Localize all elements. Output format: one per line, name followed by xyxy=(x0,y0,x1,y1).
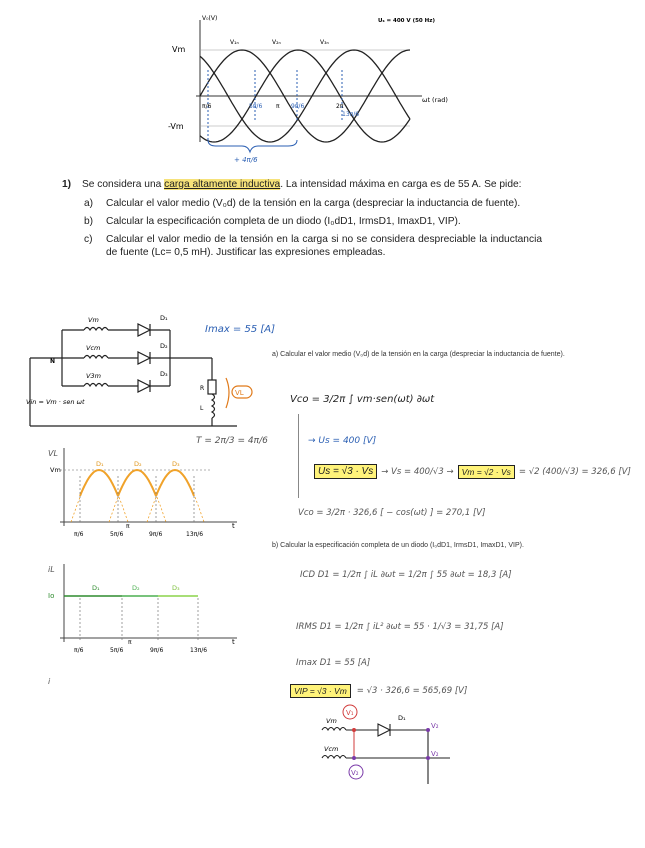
diode-1-label: D₁ xyxy=(160,314,168,322)
source-3-label: V3m xyxy=(86,372,101,380)
tick-label-4: 9π/6 xyxy=(291,103,305,110)
solution-b-icd: ICD D1 = 1/2π ∫ iL ∂ωt = 1/2π ∫ 55 ∂ωt = 18,3 [A] xyxy=(300,570,512,580)
vl-y-label: VL xyxy=(48,449,58,458)
vl-diode-1: D₁ xyxy=(96,460,104,468)
load-current-graph xyxy=(22,558,242,688)
vl-tick-1: π/6 xyxy=(74,531,84,538)
diode-3-label: D₃ xyxy=(160,370,168,378)
solution-b-vip-row xyxy=(290,684,467,698)
bottom-v2-top: V₂ xyxy=(431,722,439,730)
x-axis-label: ωt (rad) xyxy=(422,96,448,104)
source-1-label: Vm xyxy=(88,316,99,324)
question-number: 1) xyxy=(62,179,72,190)
box-us-formula: Us = √3 · Vs xyxy=(314,464,377,479)
diode-2-label: D₂ xyxy=(160,342,168,350)
il-tick-2: 5π/6 xyxy=(110,647,124,654)
solution-a-heading: a) Calcular el valor medio (V₀d) de la tensión en la carga (despreciar la inductancia de fuente). xyxy=(272,351,565,358)
il-diode-3: D₃ xyxy=(172,584,180,592)
period-note: T = 2π/3 = 4π/6 xyxy=(196,436,268,446)
l-label: L xyxy=(200,405,204,412)
three-phase-waveform-chart xyxy=(160,12,470,174)
vl-tick-5: 13π/6 xyxy=(186,531,204,538)
il-tick-1: π/6 xyxy=(74,647,84,654)
solution-a-formula: Vco = 3/2π ∫ vm·sen(ωt) ∂ωt xyxy=(290,394,435,405)
solution-b-irms: IRMS D1 = 1/2π ∫ iL² ∂ωt = 55 · 1/√3 = 31,75 [A] xyxy=(296,622,504,632)
tick-label-1: π/6 xyxy=(202,103,212,110)
highlight-text: carga altamente inductiva xyxy=(164,179,281,190)
vl-tick-3: π xyxy=(126,523,130,530)
tick-label-2: 5π/6 xyxy=(249,103,263,110)
solution-a-bracket xyxy=(298,414,303,498)
vl-label: VL xyxy=(235,389,244,397)
voltage-arcs xyxy=(71,470,204,522)
il-diode-1: D₁ xyxy=(92,584,100,592)
bottom-v2-circle-label: V₂ xyxy=(351,769,359,777)
il-io-label: Io xyxy=(48,592,55,600)
tick-label-5: 2π xyxy=(336,103,344,110)
il-below: i xyxy=(48,677,51,686)
bottom-v2-mid: V₂ xyxy=(431,750,439,758)
il-tick-5: 13π/6 xyxy=(190,647,208,654)
bottom-vcm-label: Vcm xyxy=(324,745,339,753)
vl-x-end: t xyxy=(232,522,235,530)
solution-b-heading: b) Calcular la especificación completa de un diodo (I₀dD1, IrmsD1, ImaxD1, VIP). xyxy=(272,542,524,549)
question-intro: Se considera una carga altamente inductiva. La intensidad máxima en carga es de 55 A. Se pide: xyxy=(82,179,522,190)
vm-result: = √2 (400/√3) = 326,6 [V] xyxy=(518,466,631,477)
bottom-d1-label: D₁ xyxy=(398,714,406,722)
box-vip-formula: VIP = √3 · Vm xyxy=(290,684,351,698)
brace-label: + 4π/6 xyxy=(234,156,258,164)
vl-vm-label: Vm xyxy=(50,466,61,474)
vl-diode-2: D₂ xyxy=(134,460,142,468)
solution-a-result: Vco = 3/2π · 326,6 [ − cos(ωt) ] = 270,1 [V] xyxy=(298,508,486,518)
vl-dashed-sine-1 xyxy=(71,470,128,522)
il-tick-3: π xyxy=(128,639,132,646)
vl-tick-2: 5π/6 xyxy=(110,531,124,538)
neg-vm-label: -Vm xyxy=(168,122,184,131)
solution-a-us: → Us = 400 [V] xyxy=(308,436,377,446)
bottom-vm-label: Vm xyxy=(326,717,337,725)
tick-label-6: 13π/6 xyxy=(342,111,360,118)
question-item-b: b) Calcular la especificación completa de un diodo (I₀dD1, IrmsD1, ImaxD1, VIP). xyxy=(84,216,461,227)
rectifier-circuit xyxy=(22,300,292,432)
imax-label: Imax = 55 [A] xyxy=(205,324,276,335)
question-item-c: c) Calcular el valor medio de la tensión en la carga si no se considera despreciable la inductancia de fuente (Lc= 0,5 mH). Justificar las expresiones empleadas. xyxy=(84,234,542,258)
phase-label-2: V₂ₙ xyxy=(272,39,281,46)
vl-diode-3: D₃ xyxy=(172,460,180,468)
question-item-a: a) Calcular el valor medio (V₀d) de la tensión en la carga (despreciar la inductancia de fuente). xyxy=(84,198,521,209)
supply-label: Uₛ = 400 V (50 Hz) xyxy=(378,18,435,24)
vm-label: Vm xyxy=(172,45,186,54)
phase-label-1: V₁ₙ xyxy=(230,39,239,46)
solution-a-row xyxy=(314,464,631,479)
il-x-end: t xyxy=(232,638,235,646)
r-label: R xyxy=(200,385,205,392)
diode-voltage-circuit xyxy=(300,702,480,790)
phase-label-3: V₃ₙ xyxy=(320,39,329,46)
source-2-label: Vcm xyxy=(86,344,101,352)
bottom-v1-label: V₁ xyxy=(346,709,354,717)
vl-tick-4: 9π/6 xyxy=(149,531,163,538)
source-equation: Vin = Vm · sen ωt xyxy=(26,398,85,406)
il-y-label: iL xyxy=(48,565,55,574)
tick-label-3: π xyxy=(276,103,280,110)
load-voltage-graph xyxy=(22,442,242,550)
y-axis-label: V₀(V) xyxy=(202,15,218,22)
il-tick-4: 9π/6 xyxy=(150,647,164,654)
box-vm-formula: Vm = √2 · Vs xyxy=(458,465,515,479)
vs-text: → Vs = 400/√3 → xyxy=(381,466,454,477)
solution-b-imax: Imax D1 = 55 [A] xyxy=(296,658,371,668)
il-diode-2: D₂ xyxy=(132,584,140,592)
vip-result: = √3 · 326,6 = 565,69 [V] xyxy=(356,686,468,696)
question-block xyxy=(62,178,542,264)
node-label: N xyxy=(50,358,56,365)
